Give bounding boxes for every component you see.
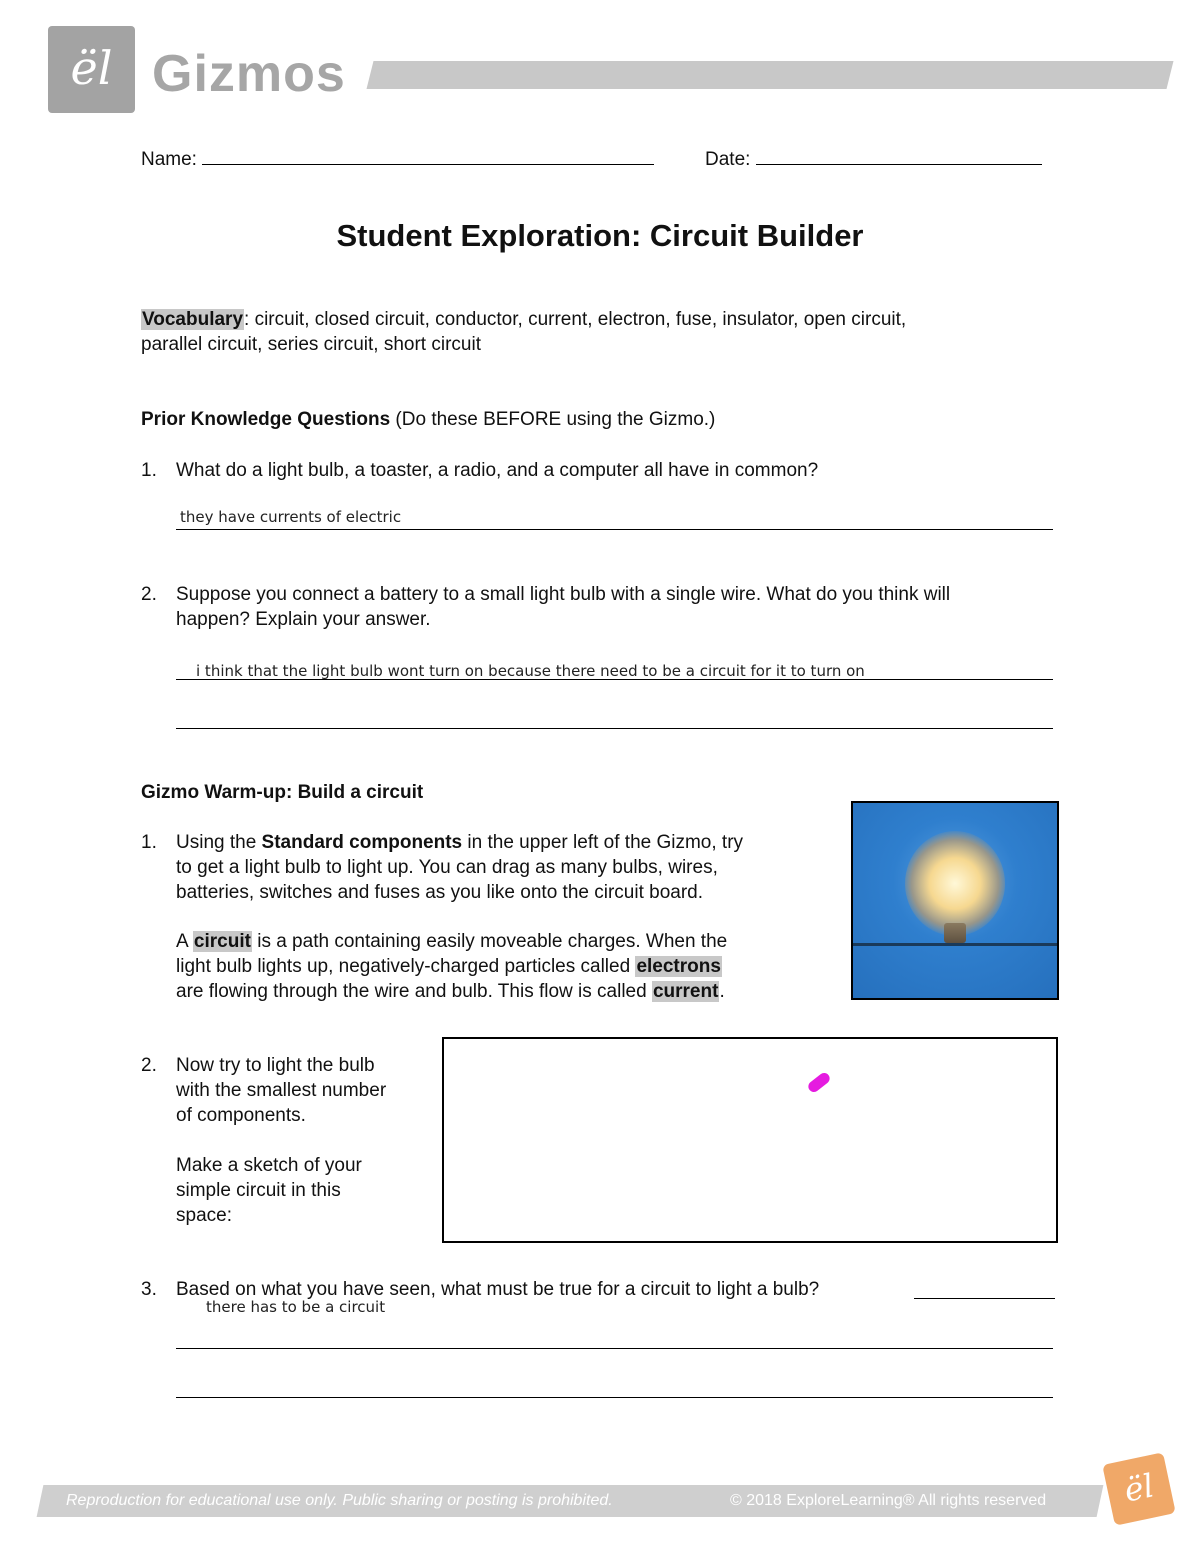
wu-q2-line-5: simple circuit in this	[176, 1180, 341, 1201]
header-bar	[367, 61, 1174, 89]
wu-q2-line-4: Make a sketch of your	[176, 1155, 362, 1176]
pk-q2-answer: i think that the light bulb wont turn on because there need to be a circuit for it to turn on	[196, 662, 865, 680]
wu-q1-line-3: batteries, switches and fuses as you like onto the circuit board.	[176, 882, 703, 903]
footer-copyright: © 2018 ExploreLearning® All rights reserved	[730, 1492, 1047, 1509]
wu-p-after-circuit: is a path containing easily moveable charges. When the	[251, 931, 728, 952]
pk-q1-answer: they have currents of electric	[180, 508, 402, 526]
bulb-wire	[853, 943, 1057, 946]
wu-q3-answer-line-1[interactable]	[176, 1348, 1053, 1349]
prior-knowledge-heading-row	[141, 407, 715, 432]
prior-knowledge-note: (Do these BEFORE using the Gizmo.)	[390, 409, 716, 430]
wu-q3-answer: there has to be a circuit	[206, 1298, 386, 1316]
pk-q1-answer-line[interactable]	[176, 529, 1053, 530]
wu-p-a: A	[176, 931, 193, 952]
pk-q2-number: 2.	[141, 584, 157, 605]
warmup-heading: Gizmo Warm-up: Build a circuit	[141, 782, 424, 803]
wu-q2-line-6: space:	[176, 1205, 232, 1226]
bulb-base	[944, 923, 966, 943]
date-label: Date:	[705, 149, 751, 170]
wu-p-line-2: light bulb lights up, negatively-charged particles called	[176, 956, 636, 977]
wu-q3-text: Based on what you have seen, what must be true for a circuit to light a bulb?	[176, 1279, 820, 1300]
pk-q2-answer-line-2[interactable]	[176, 728, 1053, 729]
wu-circuit-paragraph	[176, 929, 856, 1004]
wu-q3-answer-line-2[interactable]	[176, 1397, 1053, 1398]
wu-q1-text	[176, 830, 856, 905]
wu-q3-number: 3.	[141, 1279, 157, 1300]
light-bulb-image	[851, 801, 1059, 1000]
wu-q1-line-2: to get a light bulb to light up. You can drag as many bulbs, wires,	[176, 857, 718, 878]
footer-notice: Reproduction for educational use only. Public sharing or posting is prohibited.	[66, 1492, 613, 1509]
bulb-glow	[905, 831, 1005, 936]
wu-q1-number: 1.	[141, 832, 157, 853]
date-row	[705, 142, 1042, 172]
wu-q2-number: 2.	[141, 1055, 157, 1076]
vocabulary-label: Vocabulary	[142, 309, 244, 330]
pk-q1-text: What do a light bulb, a toaster, a radio, and a computer all have in common?	[176, 460, 819, 481]
pk-q2-text	[176, 582, 1066, 632]
vocabulary	[141, 307, 1071, 357]
wu-q2-line-2: with the smallest number	[176, 1080, 387, 1101]
wu-q2-line-1: Now try to light the bulb	[176, 1055, 375, 1076]
pk-q2-answer-line-1[interactable]	[176, 679, 1053, 680]
wu-q3-inline-line[interactable]	[914, 1298, 1055, 1299]
wu-q1-pre: Using the	[176, 832, 262, 853]
wu-q2-line-3: of components.	[176, 1105, 306, 1126]
vocabulary-line-2: parallel circuit, series circuit, short circuit	[141, 334, 481, 355]
logo-mark: ël	[70, 41, 113, 95]
wu-p-period: .	[719, 981, 725, 1002]
pk-q2-line-1: Suppose you connect a battery to a small light bulb with a single wire. What do you think will	[176, 584, 951, 605]
term-current: current	[652, 981, 719, 1002]
name-row	[141, 142, 654, 172]
pk-q2-line-2: happen? Explain your answer.	[176, 609, 431, 630]
vocabulary-line-1: : circuit, closed circuit, conductor, current, electron, fuse, insulator, open circuit,	[244, 309, 907, 330]
wu-q1-bold: Standard components	[261, 832, 463, 853]
wu-q1-post: in the upper left of the Gizmo, try	[462, 832, 744, 853]
name-label: Name:	[141, 149, 197, 170]
name-field[interactable]	[202, 142, 654, 165]
pk-q1-number: 1.	[141, 460, 157, 481]
term-electrons: electrons	[636, 956, 721, 977]
term-circuit: circuit	[193, 931, 251, 952]
prior-knowledge-heading: Prior Knowledge Questions	[141, 409, 391, 430]
date-field[interactable]	[756, 142, 1042, 165]
wu-q2-text	[176, 1053, 436, 1228]
sketch-area[interactable]	[442, 1037, 1058, 1243]
footer-badge-mark: ël	[1120, 1466, 1158, 1510]
brand-name: Gizmos	[152, 45, 346, 103]
wu-p-line-3: are flowing through the wire and bulb. This flow is called	[176, 981, 652, 1002]
page-title: Student Exploration: Circuit Builder	[336, 218, 864, 253]
